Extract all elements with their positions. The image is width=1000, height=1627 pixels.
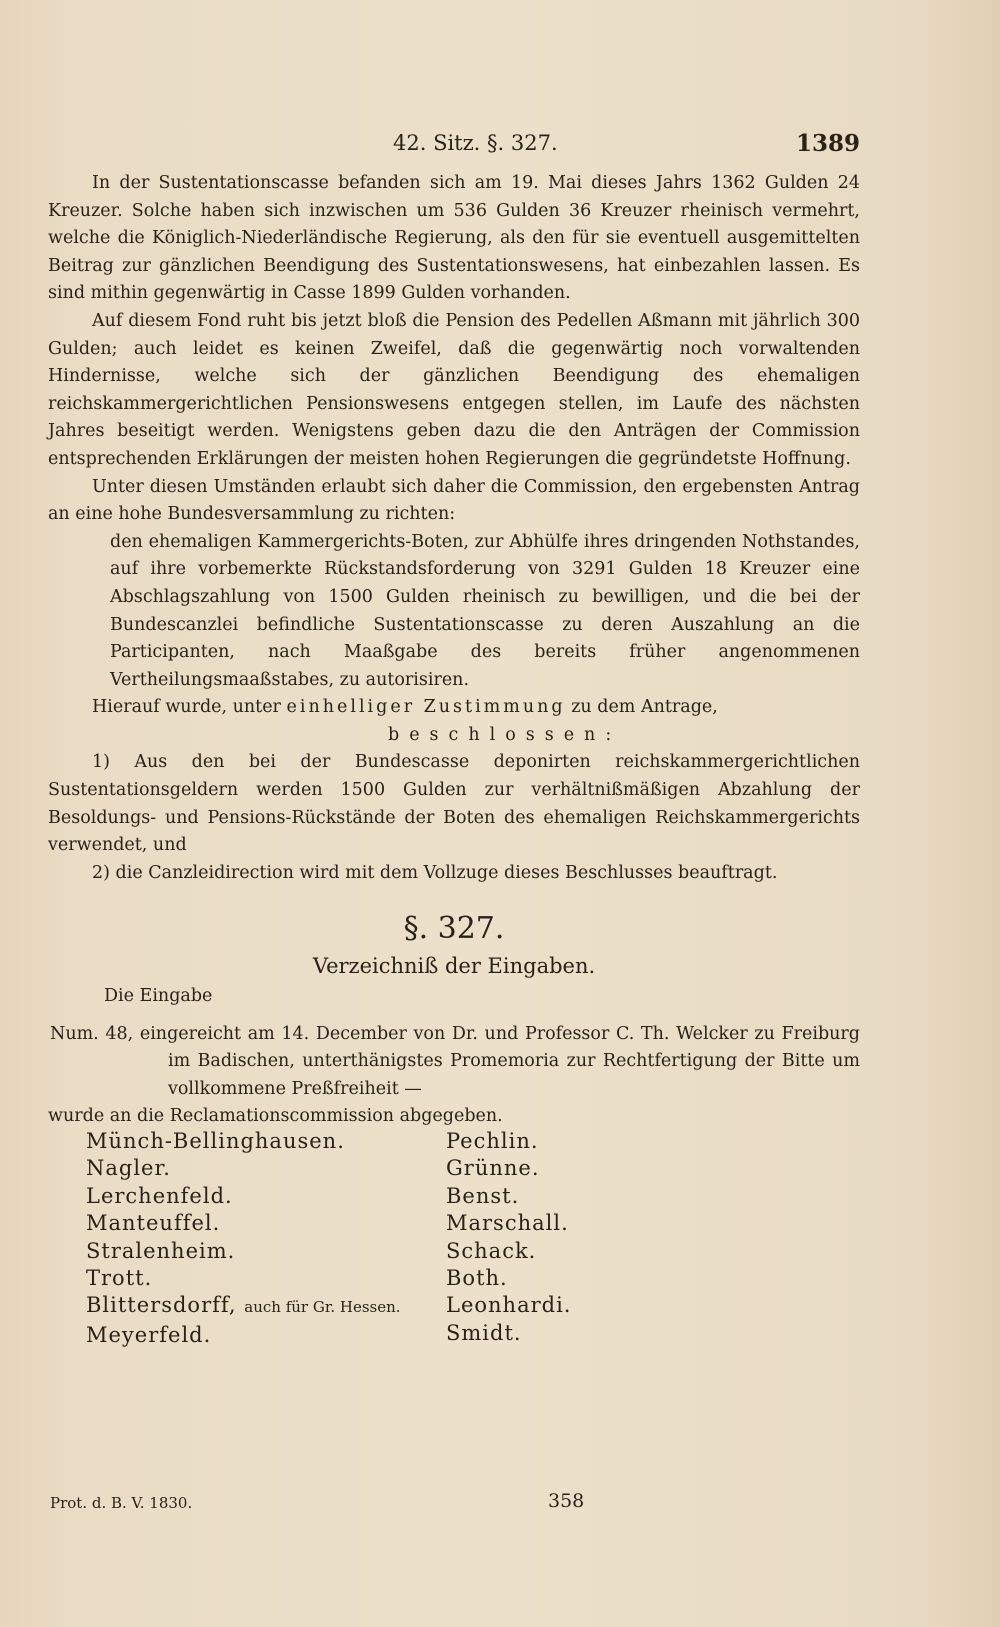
session-reference: 42. Sitz. §. 327. — [393, 131, 558, 155]
signature-line-blittersdorff — [86, 1292, 401, 1321]
paragraph-commission: Unter diesen Umständen erlaubt sich daher die Commission, den ergebensten Antrag an eine hohe Bundesversammlung zu richten: — [48, 476, 860, 525]
signature-note: auch für Gr. Hessen. — [244, 1298, 401, 1317]
signature-name: Münch-Bellinghausen. — [86, 1129, 345, 1153]
footer-reference: Prot. d. B. V. 1830. — [50, 1494, 193, 1512]
signature-name: Benst. — [446, 1183, 520, 1208]
eingabe-entry: Num. 48, eingereicht am 14. December von Dr. und Professor C. Th. Welcker zu Freiburg im Badischen, unterthänigstes Promemoria zur Rechtfertigung der Bitte um vollkommene Preßfreiheit — — [50, 1023, 860, 1099]
signature-name: Marschall. — [446, 1211, 569, 1236]
resolution-intro — [48, 694, 860, 722]
eingabe-label: Die Eingabe — [104, 986, 213, 1007]
resolution-item: 2) die Canzleidirection wird mit dem Vollzuge dieses Beschlusses beauftragt. — [92, 862, 778, 883]
signature-name: Blittersdorff, — [86, 1293, 237, 1318]
signature-name: Stralenheim. — [86, 1238, 236, 1263]
signature-name: Meyerfeld. — [86, 1322, 212, 1347]
resolution-after: zu dem Antrage, — [571, 697, 718, 718]
signature-name: Lerchenfeld. — [86, 1183, 233, 1208]
page-content — [48, 130, 860, 1131]
signature-name: Nagler. — [86, 1156, 171, 1181]
page-header — [48, 130, 860, 170]
signature-name: Manteuffel. — [86, 1211, 221, 1236]
signature-name: Grünne. — [446, 1156, 540, 1181]
proposal-text: den ehemaligen Kammergerichts-Boten, zur Abhülfe ihres dringenden Nothstandes, auf ihre vorbemerkte Rückstandsforderung von 3291 Gulden 18 Kreuzer eine Abschlagszahlung von 1500 Gulden rheinisch zu bewilligen, und die bei der Bundescanzlei befindliche Sustentationscasse zu deren Auszahlung an die Participanten, nach Maaßgabe des bereits früher angenommenen Vertheilungsmaaßstabes, zu autorisiren. — [110, 531, 860, 690]
resolution-items — [48, 749, 860, 887]
beschlossen-heading: beschlossen: — [388, 724, 622, 745]
signature-column-left — [86, 1128, 401, 1349]
signature-name: Both. — [446, 1266, 508, 1291]
eingabe-closing: wurde an die Reclamationscommission abgegeben. — [48, 1106, 503, 1127]
signature-column-right — [446, 1128, 571, 1347]
signature-name: Smidt. — [446, 1320, 522, 1345]
paragraph-pension: Auf diesem Fond ruht bis jetzt bloß die Pension des Pedellen Aßmann mit jährlich 300 Gulden; auch leidet es keinen Zweifel, daß die gegenwärtig noch vorwaltenden Hindernisse, welche sich der gänzlichen Beendigung des ehemaligen reichskammergerichtlichen Pensionswesens entgegen stellen, im Laufe des nächsten Jahres beseitigt werden. Wenigstens geben dazu die den Anträgen der Commission entsprechenden Erklärungen der meisten hohen Regierungen die gegründetste Hoffnung. — [48, 310, 860, 469]
footer-sheet-number: 358 — [548, 1490, 585, 1512]
signature-name: Pechlin. — [446, 1129, 539, 1153]
section-title: Verzeichniß der Eingaben. — [312, 954, 596, 979]
signature-name: Leonhardi. — [446, 1293, 572, 1318]
section-number: §. 327. — [403, 911, 505, 947]
page-number: 1389 — [795, 130, 860, 157]
resolution-intro-text: Hierauf wurde, unter — [92, 697, 281, 718]
resolution-emphasis: einhelliger Zustimmung — [286, 697, 566, 718]
signature-name: Trott. — [86, 1266, 153, 1291]
signature-name: Schack. — [446, 1238, 537, 1263]
resolution-item: 1) Aus den bei der Bundescasse deponirten reichskammergerichtlichen Sustentationsgeldern werden 1500 Gulden zur verhältnißmäßigen Abzahlung der Besoldungs- und Pensions-Rückstände der Boten des ehemaligen Reichskammergerichts verwendet, und — [48, 752, 860, 856]
paragraph-sustentation: In der Sustentationscasse befanden sich am 19. Mai dieses Jahrs 1362 Gulden 24 Kreuzer. Solche haben sich inzwischen um 536 Gulden 36 Kreuzer rheinisch vermehrt, welche die Königlich-Niederländische Regierung, als den für sie eventuell ausgemittelten Beitrag zur gänzlichen Beendigung des Sustentationswesens, hat einbezahlen lassen. Es sind mithin gegenwärtig in Casse 1899 Gulden vorhanden. — [48, 173, 860, 304]
